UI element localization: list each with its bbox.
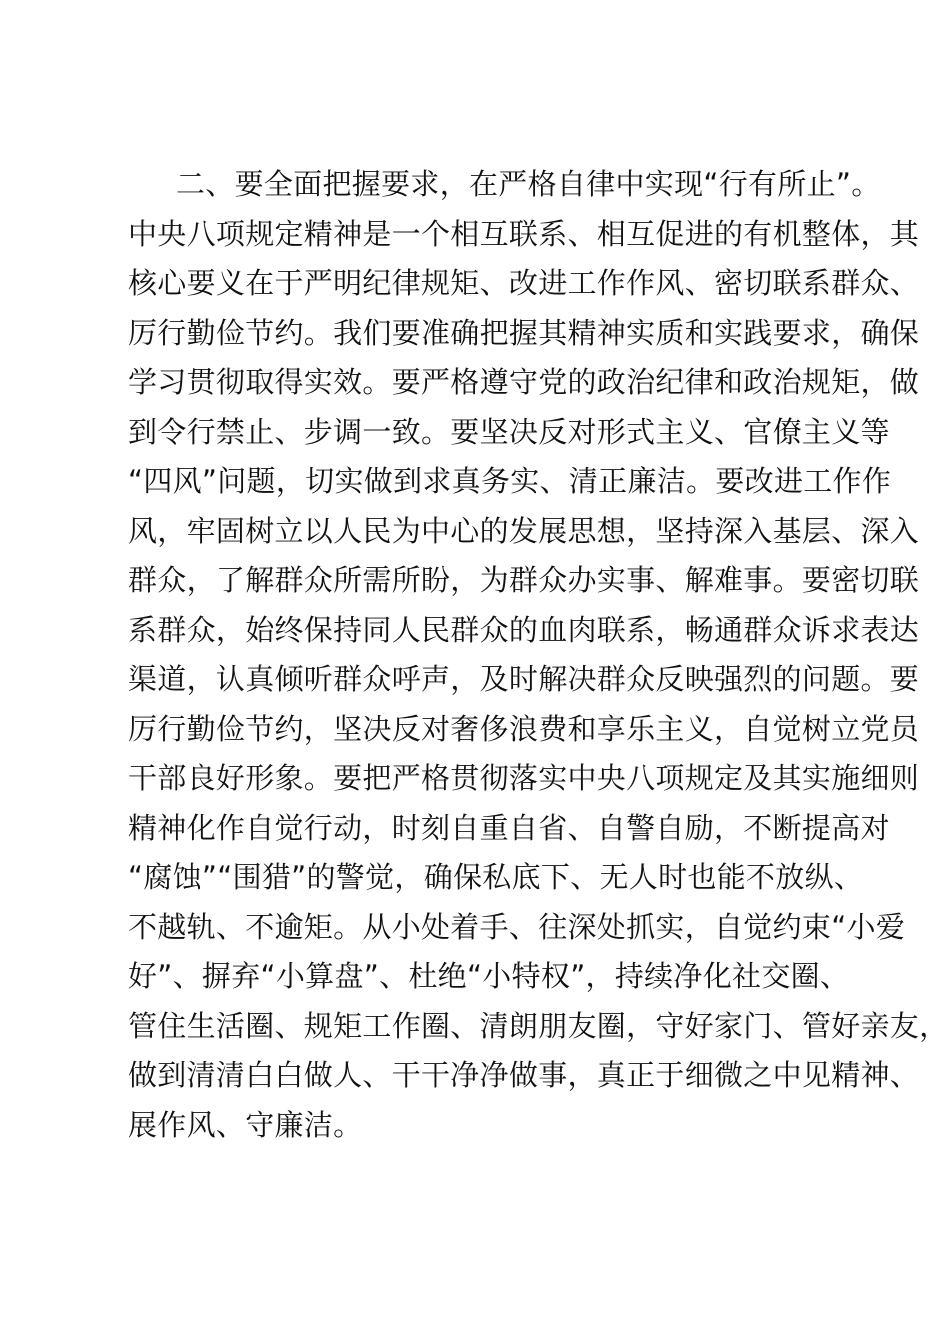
- paragraph-line: 管住生活圈、规矩工作圈、清朗朋友圈，守好家门、管好亲友，: [128, 1008, 949, 1043]
- paragraph-line: “四风”问题，切实做到求真务实、清正廉洁。要改进工作作: [128, 464, 892, 498]
- paragraph-line: 不越轨、不逾矩。从小处着手、往深处抓实，自觉约束“小爱: [128, 909, 906, 944]
- paragraph-line: 好”、摒弃“小算盘”、杜绝“小特权”，持续净化社交圈、: [128, 959, 850, 993]
- paragraph-line: 渠道，认真倾听群众呼声，及时解决群众反映强烈的问题。要: [128, 662, 920, 696]
- paragraph-line: 系群众，始终保持同人民群众的血肉联系，畅通群众诉求表达: [128, 612, 920, 647]
- paragraph-line: 干部良好形象。要把严格贯彻落实中央八项规定及其实施细则: [128, 761, 920, 795]
- paragraph-line: 核心要义在于严明纪律规矩、改进工作作风、密切联系群众、: [128, 266, 920, 300]
- paragraph-line: 精神化作自觉行动，时刻自重自省、自警自励，不断提高对: [128, 810, 890, 845]
- paragraph-line: “腐蚀”“围猎”的警觉，确保私底下、无人时也能不放纵、: [128, 860, 864, 894]
- body-paragraph: [128, 160, 949, 1150]
- paragraph-line: 到令行禁止、步调一致。要坚决反对形式主义、官僚主义等: [128, 414, 890, 449]
- paragraph-line: 风，牢固树立以人民为中心的发展思想，坚持深入基层、深入: [128, 513, 920, 548]
- paragraph-line: 厉行勤俭节约。我们要准确把握其精神实质和实践要求，确保: [128, 315, 920, 350]
- paragraph-line: 展作风、守廉洁。: [128, 1107, 363, 1142]
- paragraph-line: 群众，了解群众所需所盼，为群众办实事、解难事。要密切联: [128, 563, 920, 597]
- paragraph-line: 厉行勤俭节约，坚决反对奢侈浪费和享乐主义，自觉树立党员: [128, 711, 920, 746]
- paragraph-line: 二、要全面把握要求，在严格自律中实现“行有所止”。: [176, 167, 881, 201]
- paragraph-line: 中央八项规定精神是一个相互联系、相互促进的有机整体，其: [128, 216, 920, 251]
- paragraph-line: 学习贯彻取得实效。要严格遵守党的政治纪律和政治规矩，做: [128, 365, 920, 399]
- paragraph-line: 做到清清白白做人、干干净净做事，真正于细微之中见精神、: [128, 1058, 920, 1092]
